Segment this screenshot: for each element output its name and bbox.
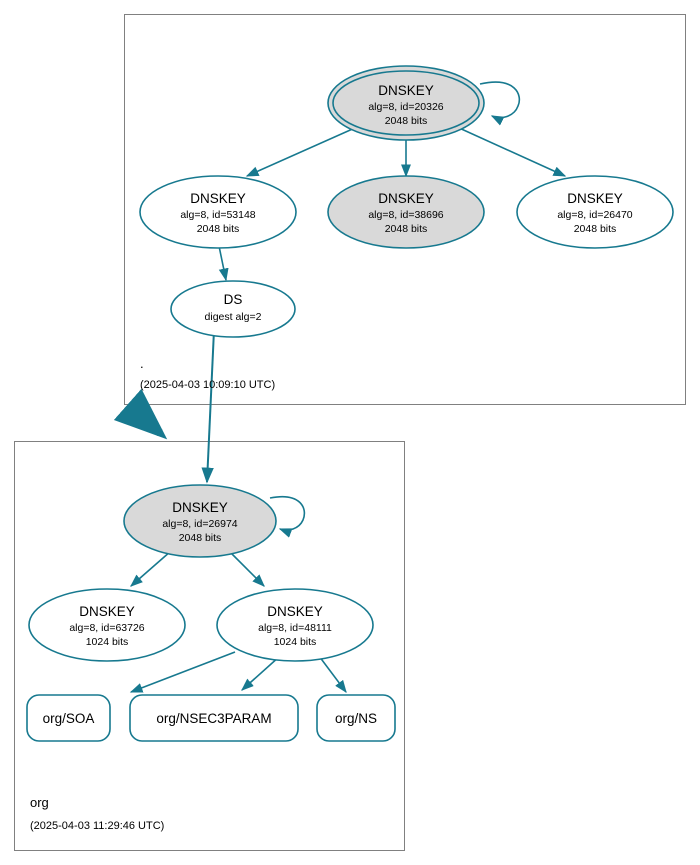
node-title: DNSKEY — [190, 191, 246, 206]
node-line3: 2048 bits — [196, 223, 240, 235]
node-org-nsec3param[interactable] — [130, 695, 298, 741]
node-line2: alg=8, id=48111 — [258, 622, 332, 634]
node-line2: alg=8, id=38696 — [368, 209, 444, 221]
edge-root-ksk-to-26470 — [457, 127, 565, 176]
edge-zone-root-to-zone-org — [134, 410, 160, 433]
node-line2: digest alg=2 — [204, 311, 262, 323]
edge-org-ksk-to-63726 — [131, 551, 171, 586]
edge-root-ksk-to-53148 — [247, 127, 357, 176]
edge-org-ksk-to-48111 — [229, 551, 264, 586]
node-org-ns[interactable] — [317, 695, 395, 741]
node-root-dnskey-38696[interactable] — [328, 176, 484, 248]
node-org-ksk-26974[interactable] — [124, 485, 276, 557]
node-org-dnskey-48111[interactable] — [217, 589, 373, 661]
edge-org-48111-to-nsec3param — [242, 656, 280, 690]
node-line3: 2048 bits — [178, 532, 222, 544]
zone-label-root: . — [140, 356, 144, 371]
zone-timestamp-root: (2025-04-03 10:09:10 UTC) — [140, 379, 276, 391]
node-line2: alg=8, id=20326 — [368, 101, 444, 113]
node-line2: alg=8, id=26470 — [557, 209, 633, 221]
node-line2: alg=8, id=26974 — [162, 518, 238, 530]
edge-org-48111-to-soa — [131, 652, 235, 692]
node-line3: 1024 bits — [85, 636, 129, 648]
node-org-soa[interactable] — [27, 695, 110, 741]
node-title: DS — [223, 292, 243, 307]
node-line2: alg=8, id=63726 — [69, 622, 145, 634]
node-title: org/NSEC3PARAM — [156, 711, 272, 726]
node-line3: 2048 bits — [573, 223, 617, 235]
node-title: org/NS — [334, 711, 378, 726]
node-line3: 2048 bits — [384, 115, 428, 127]
node-line3: 2048 bits — [384, 223, 428, 235]
node-root-ksk-20326[interactable] — [328, 66, 484, 140]
edge-root-53148-to-ds — [219, 246, 226, 280]
node-title: DNSKEY — [378, 191, 434, 206]
edge-self-loop-root-ksk — [480, 82, 519, 118]
node-title: DNSKEY — [567, 191, 623, 206]
zone-label-org: org — [30, 795, 49, 810]
edge-root-ds-to-org-ksk — [207, 330, 214, 482]
node-line2: alg=8, id=53148 — [180, 209, 256, 221]
node-title: DNSKEY — [79, 604, 135, 619]
node-org-dnskey-63726[interactable] — [29, 589, 185, 661]
node-title: DNSKEY — [378, 83, 434, 98]
node-root-dnskey-26470[interactable] — [517, 176, 673, 248]
zone-timestamp-org: (2025-04-03 11:29:46 UTC) — [30, 820, 165, 832]
node-root-ds[interactable] — [171, 281, 295, 337]
node-title: org/SOA — [42, 711, 95, 726]
node-title: DNSKEY — [267, 604, 323, 619]
node-line3: 1024 bits — [273, 636, 317, 648]
node-root-dnskey-53148[interactable] — [140, 176, 296, 248]
node-title: DNSKEY — [172, 500, 228, 515]
